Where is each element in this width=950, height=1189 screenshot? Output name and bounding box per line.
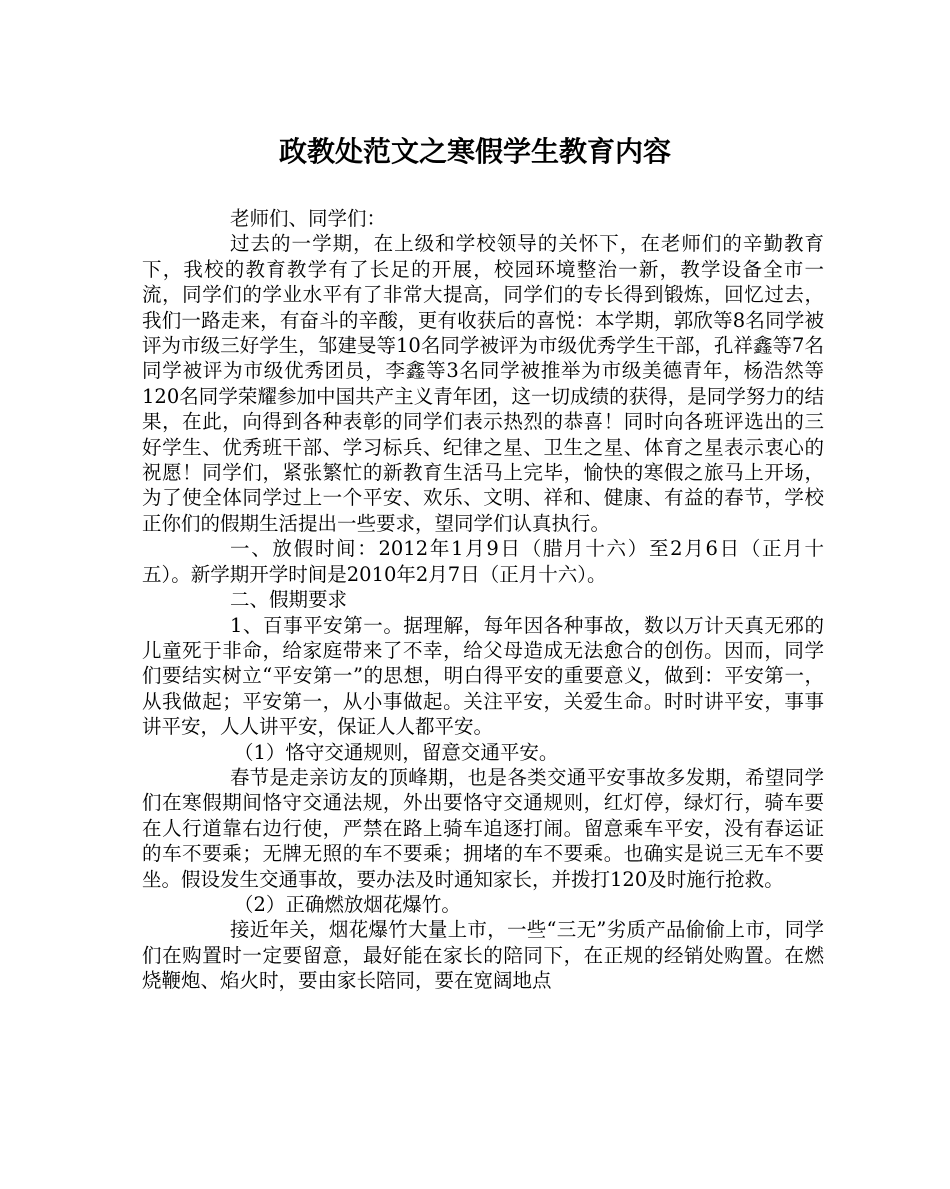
document-title: 政教处范文之寒假学生教育内容 bbox=[278, 135, 671, 168]
paragraph-holiday-time: 一、放假时间：2012年1月9日（腊月十六）至2月6日（正月十五）。新学期开学时间是2010年2月7日（正月十六）。 bbox=[142, 537, 824, 586]
paragraph-intro: 过去的一学期，在上级和学校领导的关怀下，在老师们的辛勤教育下，我校的教育教学有了长足的开展，校园环境整治一新，教学设备全市一流，同学们的学业水平有了非常大提高，同学们的专长得到锻炼，回忆过去，我们一路走来，有奋斗的辛酸，更有收获后的喜悦：本学期，郭欣等8名同学被评为市级三好学生，邹建旻等10名同学被评为市级优秀学生干部，孔祥鑫等7名同学被评为市级优秀团员，李鑫等3名同学被推举为市级美德青年，杨浩然等120名同学荣耀参加中国共产主义青年团，这一切成绩的获得，是同学努力的结果，在此，向得到各种表彰的同学们表示热烈的恭喜！同时向各班评选出的三好学生、优秀班干部、学习标兵、纪律之星、卫生之星、体育之星表示衷心的祝愿！同学们，紧张繁忙的新教育生活马上完毕，愉快的寒假之旅马上开场，为了使全体同学过上一个平安、欢乐、文明、祥和、健康、有益的春节，学校正你们的假期生活提出一些要求，望同学们认真执行。 bbox=[142, 232, 824, 535]
subheading-fireworks: （2）正确燃放烟花爆竹。 bbox=[234, 892, 461, 916]
paragraph-safety-first: 1、百事平安第一。据理解，每年因各种事故，数以万计天真无邪的儿童死于非命，给家庭带来了不幸，给父母造成无法愈合的创伤。因而，同学们要结实树立“平安第一”的思想，明白得平安的重要意义，做到：平安第一，从我做起；平安第一，从小事做起。关注平安，关爱生命。时时讲平安，事事讲平安，人人讲平安，保证人人都平安。 bbox=[142, 613, 824, 739]
subheading-traffic-rules: （1）恪守交通规则，留意交通平安。 bbox=[234, 740, 559, 764]
heading-holiday-requirements: 二、假期要求 bbox=[230, 588, 348, 612]
paragraph-traffic-safety: 春节是走亲访友的顶峰期，也是各类交通平安事故多发期，希望同学们在寒假期间恪守交通法规，外出要恪守交通规则，红灯停，绿灯行，骑车要在人行道靠右边行使，严禁在路上骑车追逐打闹。留意乘车平安，没有春运证的车不要乘；无牌无照的车不要乘；拥堵的车不要乘。也确实是说三无车不要坐。假设发生交通事故，要办法及时通知家长，并拨打120及时施行抢救。 bbox=[142, 765, 824, 891]
paragraph-greeting: 老师们、同学们： bbox=[230, 207, 387, 230]
paragraph-fireworks: 接近年关，烟花爆竹大量上市，一些“三无”劣质产品偷偷上市，同学们在购置时一定要留意，最好能在家长的陪同下，在正规的经销处购置。在燃烧鞭炮、焰火时，要由家长陪同，要在宽阔地点 bbox=[142, 918, 824, 993]
document-body bbox=[142, 206, 824, 994]
